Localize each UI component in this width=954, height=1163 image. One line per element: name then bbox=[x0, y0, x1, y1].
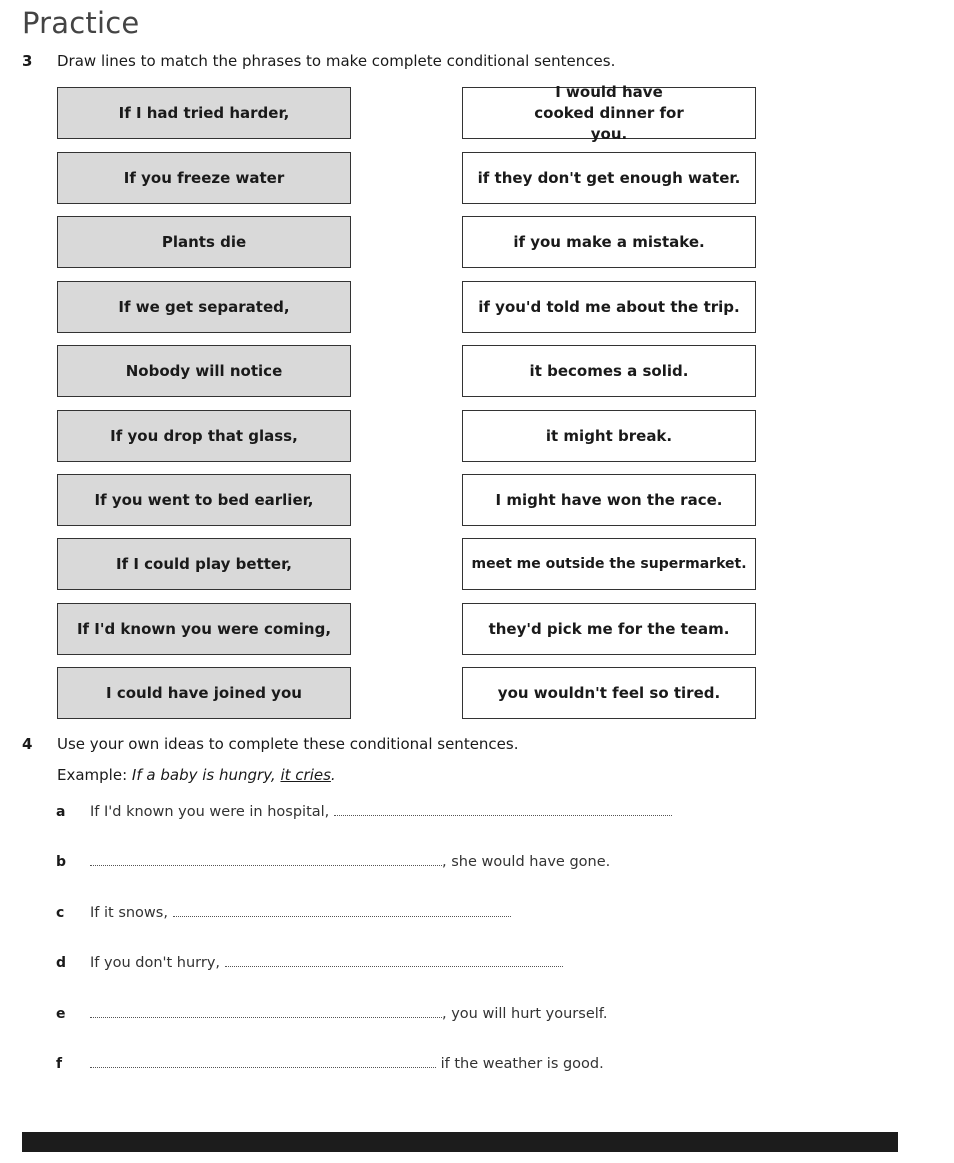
question-item bbox=[90, 803, 672, 820]
question-letter: a bbox=[56, 804, 66, 820]
question-item bbox=[90, 904, 511, 921]
left-phrase-box[interactable] bbox=[57, 345, 351, 397]
left-phrase-box[interactable] bbox=[57, 410, 351, 462]
answer-blank[interactable] bbox=[173, 904, 511, 917]
question-item bbox=[90, 954, 563, 971]
left-phrase-text: If you went to bed earlier, bbox=[94, 490, 314, 509]
question-letter: c bbox=[56, 905, 65, 921]
question-letter: b bbox=[56, 854, 67, 870]
footer-bar bbox=[22, 1132, 898, 1152]
right-phrase-box[interactable] bbox=[462, 474, 756, 526]
answer-blank[interactable] bbox=[90, 1055, 436, 1068]
right-phrase-text: I would have cooked dinner for you. bbox=[534, 82, 684, 143]
right-phrase-box[interactable] bbox=[462, 216, 756, 268]
question-item bbox=[90, 1005, 607, 1022]
answer-blank[interactable] bbox=[225, 954, 563, 967]
left-phrase-box[interactable] bbox=[57, 87, 351, 139]
left-phrase-text: If I'd known you were coming, bbox=[76, 619, 332, 638]
exercise-4-instruction: Use your own ideas to complete these conditional sentences. bbox=[57, 735, 519, 753]
left-phrase-box[interactable] bbox=[57, 216, 351, 268]
example-end: . bbox=[330, 766, 336, 784]
right-phrase-box[interactable] bbox=[462, 82, 756, 143]
question-after-text: if the weather is good. bbox=[436, 1056, 604, 1072]
left-phrase-text: Plants die bbox=[161, 232, 247, 251]
left-phrase-text: If I could play better, bbox=[116, 554, 292, 573]
left-phrase-text: If I had tried harder, bbox=[118, 103, 290, 122]
right-phrase-text: if they don't get enough water. bbox=[477, 168, 741, 187]
question-after-text: , you will hurt yourself. bbox=[442, 1006, 608, 1022]
right-phrase-box[interactable] bbox=[462, 152, 756, 204]
left-phrase-box[interactable] bbox=[57, 667, 351, 719]
left-phrase-text: If we get separated, bbox=[118, 297, 290, 316]
right-phrase-box[interactable] bbox=[462, 667, 756, 719]
question-before-text: If you don't hurry, bbox=[90, 955, 221, 971]
left-phrase-text: If you freeze water bbox=[123, 168, 285, 187]
right-phrase-box[interactable] bbox=[462, 281, 756, 333]
right-phrase-text: you wouldn't feel so tired. bbox=[497, 683, 721, 702]
right-phrase-text: meet me outside the supermarket. bbox=[471, 555, 747, 572]
answer-blank[interactable] bbox=[334, 803, 672, 816]
exercise-3-number: 3 bbox=[22, 52, 33, 70]
left-phrase-text: Nobody will notice bbox=[125, 361, 283, 380]
example-label: Example: bbox=[57, 766, 128, 784]
right-phrase-box[interactable] bbox=[462, 345, 756, 397]
example-text: If a baby is hungry, bbox=[131, 766, 276, 784]
left-phrase-text: I could have joined you bbox=[106, 683, 302, 702]
question-item bbox=[90, 1055, 604, 1072]
left-phrase-box[interactable] bbox=[57, 538, 351, 590]
left-phrase-text: If you drop that glass, bbox=[110, 426, 298, 445]
right-phrase-text: it becomes a solid. bbox=[529, 361, 689, 380]
exercise-4-number: 4 bbox=[22, 735, 33, 753]
question-after-text: , she would have gone. bbox=[442, 854, 611, 870]
question-letter: e bbox=[56, 1006, 66, 1022]
left-phrase-box[interactable] bbox=[57, 474, 351, 526]
right-phrase-text: it might break. bbox=[545, 426, 673, 445]
left-phrase-box[interactable] bbox=[57, 152, 351, 204]
question-item bbox=[90, 853, 610, 870]
page-title: Practice bbox=[22, 6, 140, 40]
right-phrase-text: if you make a mistake. bbox=[513, 232, 705, 251]
question-letter: f bbox=[56, 1056, 63, 1072]
example-sentence bbox=[57, 766, 336, 784]
right-phrase-box[interactable] bbox=[462, 603, 756, 655]
right-phrase-text: they'd pick me for the team. bbox=[488, 619, 730, 638]
question-letter: d bbox=[56, 955, 67, 971]
right-phrase-box[interactable] bbox=[462, 410, 756, 462]
example-answer: it cries bbox=[280, 766, 331, 784]
right-phrase-box[interactable] bbox=[462, 538, 756, 590]
answer-blank[interactable] bbox=[90, 1005, 442, 1018]
exercise-3-instruction: Draw lines to match the phrases to make complete conditional sentences. bbox=[57, 52, 616, 70]
right-phrase-text: I might have won the race. bbox=[495, 490, 723, 509]
right-phrase-text: if you'd told me about the trip. bbox=[478, 297, 740, 316]
left-phrase-box[interactable] bbox=[57, 281, 351, 333]
question-before-text: If it snows, bbox=[90, 905, 168, 921]
answer-blank[interactable] bbox=[90, 853, 442, 866]
left-phrase-box[interactable] bbox=[57, 603, 351, 655]
question-before-text: If I'd known you were in hospital, bbox=[90, 804, 330, 820]
